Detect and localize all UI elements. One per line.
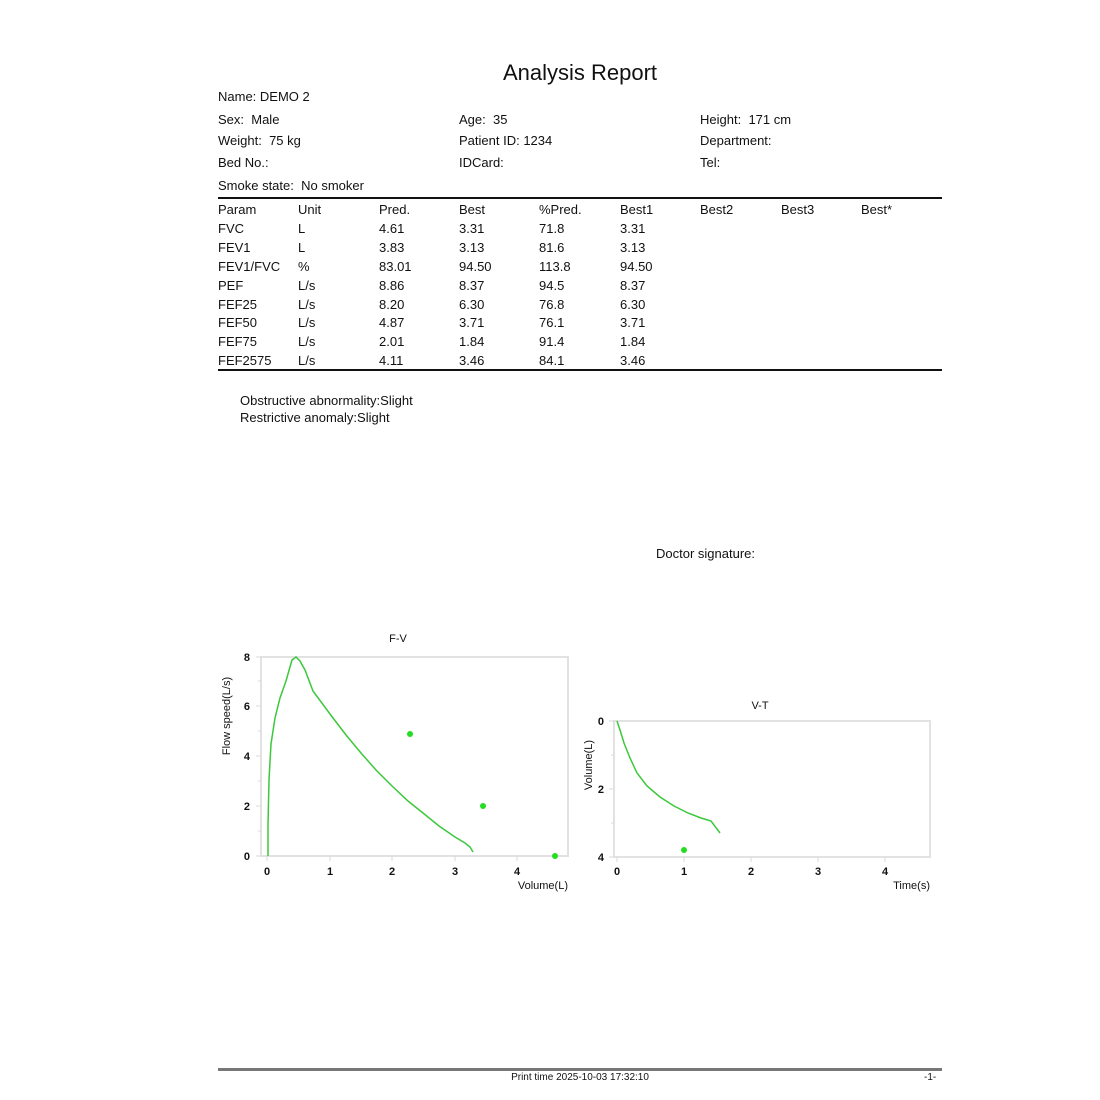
cell (781, 333, 861, 352)
diagnosis-block (240, 392, 413, 426)
fv-predicted-points (407, 731, 558, 859)
cell (861, 333, 943, 352)
table-header-row (218, 201, 943, 220)
cell: FEF75 (218, 334, 258, 350)
cell (861, 220, 943, 239)
cell: 4.61 (379, 220, 405, 236)
cell (861, 277, 943, 296)
col-header-best: Best (459, 202, 486, 217)
cell: 3.83 (379, 239, 405, 255)
doctor-signature-label: Doctor signature: (656, 546, 755, 561)
cell: 3.71 (620, 315, 646, 331)
fv-x-tick-labels (264, 866, 521, 878)
col-header-unit: Unit (298, 202, 322, 217)
cell (861, 258, 943, 277)
col-header-best2: Best2 (700, 202, 734, 217)
fv-chart-title: F-V (389, 633, 407, 645)
svg-text:2: 2 (388, 866, 396, 878)
cell (700, 296, 781, 315)
cell: 3.46 (459, 353, 485, 369)
cell: 84.1 (539, 353, 565, 369)
svg-text:8: 8 (243, 652, 250, 664)
vt-plot-frame (614, 721, 930, 857)
patient-department: Department: (700, 133, 772, 148)
cell: 2.01 (379, 334, 405, 350)
fv-x-axis-label: Volume(L) (517, 880, 568, 892)
cell: L/s (298, 334, 316, 350)
cell: L (298, 220, 306, 236)
table-row (218, 277, 943, 296)
diagnosis-obstructive: Obstructive abnormality:Slight (240, 393, 413, 408)
cell: L/s (298, 296, 316, 312)
cell: 94.50 (620, 258, 653, 274)
table-row (218, 296, 943, 315)
cell (781, 314, 861, 333)
svg-text:3: 3 (451, 866, 459, 878)
cell (700, 314, 781, 333)
patient-bed: Bed No.: (218, 155, 269, 170)
cell: 3.71 (459, 315, 485, 331)
cell: 81.6 (539, 239, 565, 255)
svg-text:0: 0 (613, 866, 621, 878)
patient-tel: Tel: (700, 155, 721, 170)
cell: 1.84 (459, 334, 485, 350)
cell: L/s (298, 277, 316, 293)
table-row (218, 352, 943, 371)
cell (700, 277, 781, 296)
svg-text:4: 4 (881, 866, 889, 878)
cell: 3.31 (620, 220, 646, 236)
print-time: Print time 2025-10-03 17:32:10 (511, 1072, 649, 1083)
cell: FEF50 (218, 315, 258, 331)
cell: FEF2575 (218, 353, 272, 369)
cell: 1.84 (620, 334, 646, 350)
cell: 91.4 (539, 334, 565, 350)
vt-x-axis-label: Time(s) (893, 880, 930, 892)
col-header-param: Param (218, 202, 257, 217)
cell: 94.50 (459, 258, 492, 274)
patient-name: Name: DEMO 2 (218, 89, 310, 104)
svg-text:4: 4 (243, 751, 250, 763)
svg-text:2: 2 (597, 784, 604, 796)
cell: 3.13 (459, 239, 485, 255)
vt-y-axis-label: Volume(L) (583, 739, 595, 791)
cell: 3.31 (459, 220, 485, 236)
table-row (218, 314, 943, 333)
patient-height: Height: 171 cm (700, 112, 792, 127)
svg-text:4: 4 (513, 866, 521, 878)
svg-text:0: 0 (597, 716, 604, 728)
cell: 8.37 (620, 277, 646, 293)
col-header-best1: Best1 (620, 202, 654, 217)
svg-text:2: 2 (747, 866, 755, 878)
report-title: Analysis Report (502, 60, 658, 85)
patient-id: Patient ID: 1234 (459, 133, 553, 148)
fv-y-tick-labels (244, 652, 251, 863)
diagnosis-restrictive: Restrictive anomaly:Slight (240, 410, 390, 425)
patient-idcard: IDCard: (459, 155, 504, 170)
cell (861, 296, 943, 315)
col-header-best-star: Best* (861, 202, 893, 217)
fv-chart (210, 625, 580, 900)
cell: 6.30 (620, 296, 646, 312)
cell: FEV1 (218, 239, 251, 255)
table-row (218, 239, 943, 258)
cell: 113.8 (539, 258, 571, 274)
svg-text:1: 1 (326, 866, 334, 878)
cell (861, 314, 943, 333)
cell: 8.86 (379, 277, 405, 293)
cell (861, 352, 943, 371)
cell: FEF25 (218, 296, 258, 312)
cell: 3.46 (620, 353, 646, 369)
cell (781, 277, 861, 296)
cell: 83.01 (379, 258, 412, 274)
cell (781, 239, 861, 258)
cell (781, 220, 861, 239)
vt-y-tick-labels (598, 716, 605, 864)
cell: 8.37 (459, 277, 485, 293)
cell (861, 239, 943, 258)
table-row (218, 258, 943, 277)
svg-text:0: 0 (263, 866, 271, 878)
cell: 4.87 (379, 315, 405, 331)
svg-text:6: 6 (243, 701, 250, 713)
patient-smoke-state: Smoke state: No smoker (218, 178, 364, 193)
col-header-best3: Best3 (781, 202, 815, 217)
table-row (218, 333, 943, 352)
patient-sex: Sex: Male (218, 112, 280, 127)
cell: 76.8 (539, 296, 565, 312)
cell: L (298, 239, 306, 255)
page-number: -1- (924, 1072, 937, 1083)
cell: 71.8 (539, 220, 565, 236)
cell (781, 258, 861, 277)
vt-chart-title: V-T (751, 700, 769, 712)
vt-x-tick-labels (614, 866, 889, 878)
svg-text:0: 0 (243, 851, 250, 863)
cell: FEV1/FVC (218, 258, 281, 274)
col-header-pred: Pred. (379, 202, 411, 217)
cell (700, 333, 781, 352)
cell: % (298, 258, 310, 274)
vt-measured-curve (617, 721, 720, 833)
cell (700, 239, 781, 258)
cell: 94.5 (539, 277, 565, 293)
table-row (218, 220, 943, 239)
svg-text:2: 2 (243, 801, 250, 813)
fv-y-axis-label: Flow speed(L/s) (221, 676, 233, 756)
cell: 8.20 (379, 296, 405, 312)
cell: L/s (298, 353, 316, 369)
cell (700, 258, 781, 277)
cell: 3.13 (620, 239, 646, 255)
cell: PEF (218, 277, 244, 293)
svg-text:4: 4 (597, 852, 604, 864)
col-header-pct-pred: %Pred. (539, 202, 582, 217)
fv-plot-frame (261, 657, 568, 856)
vt-predicted-point (681, 847, 687, 853)
cell: L/s (298, 315, 316, 331)
cell (700, 220, 781, 239)
cell: 6.30 (459, 296, 485, 312)
cell (781, 296, 861, 315)
table-top-rule (218, 197, 942, 199)
fv-measured-curve (268, 657, 473, 856)
cell (781, 352, 861, 371)
svg-text:1: 1 (680, 866, 688, 878)
footer-rule (218, 1068, 942, 1071)
cell: 4.11 (379, 353, 404, 369)
parameter-table (218, 201, 943, 371)
patient-age: Age: 35 (459, 112, 508, 127)
cell (700, 352, 781, 371)
cell: 76.1 (539, 315, 565, 331)
cell: FVC (218, 220, 244, 236)
svg-text:3: 3 (814, 866, 822, 878)
patient-weight: Weight: 75 kg (218, 133, 301, 148)
vt-chart (575, 690, 945, 900)
